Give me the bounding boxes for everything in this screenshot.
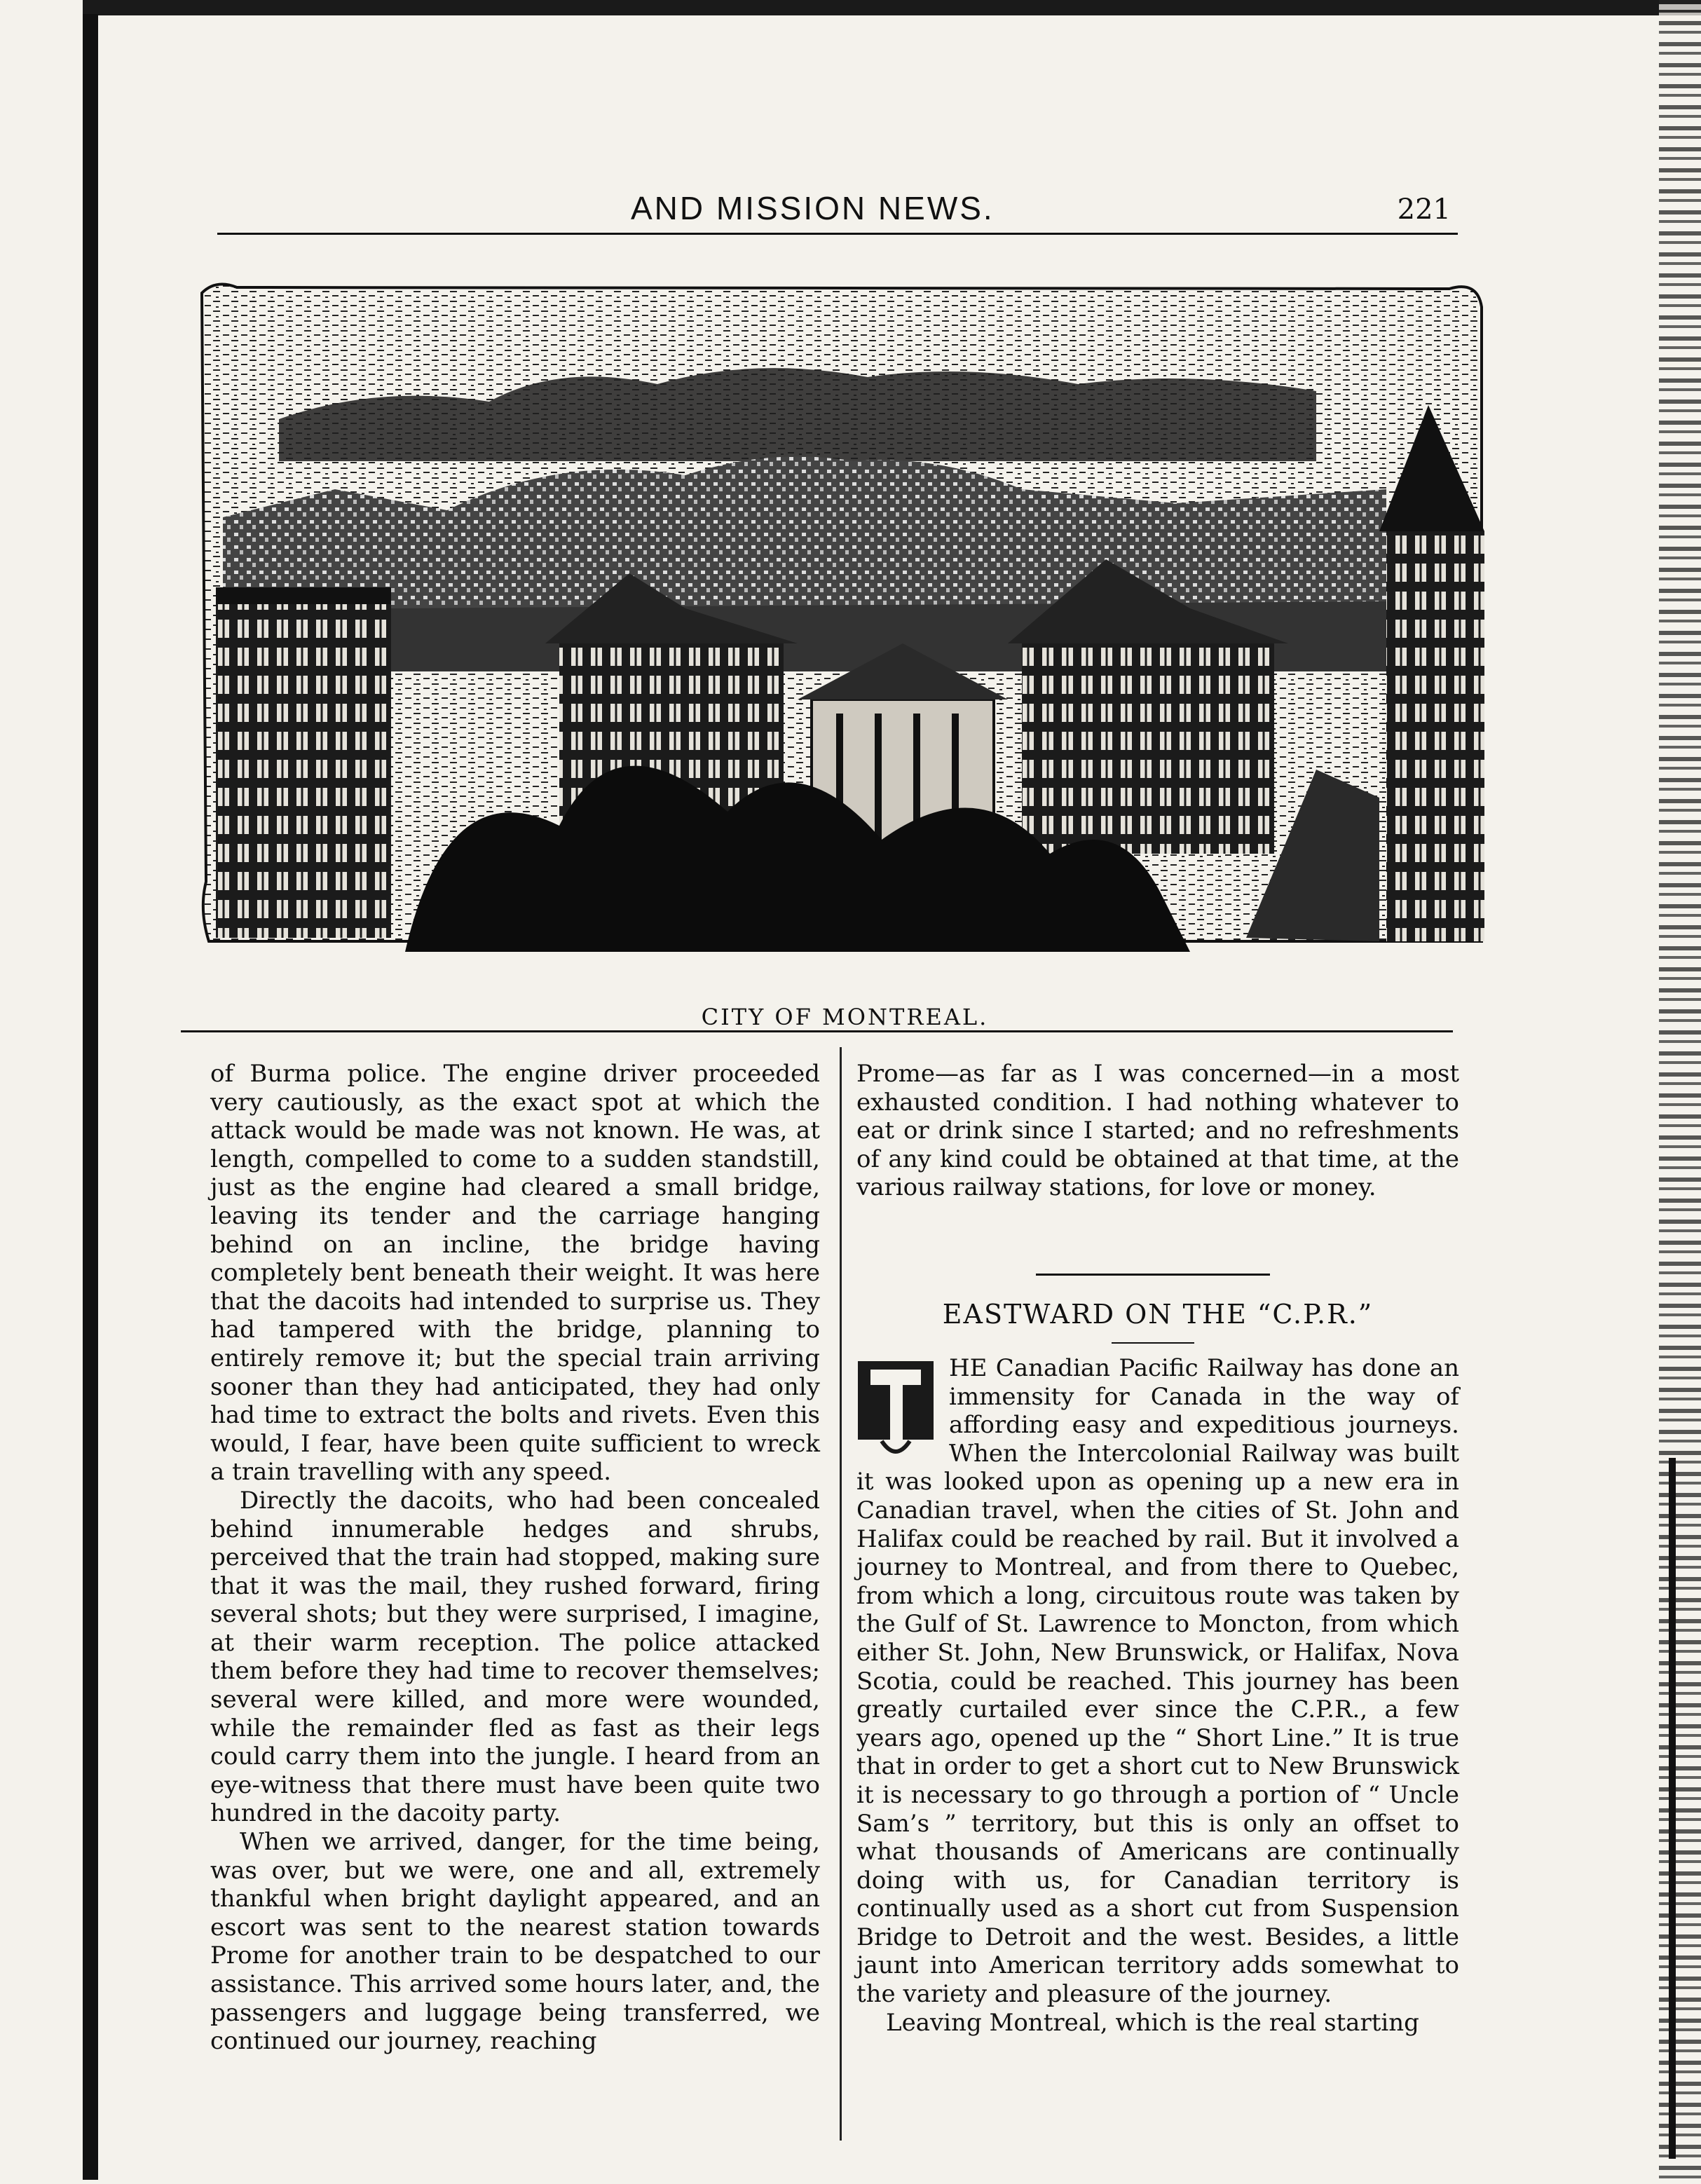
page-top-edge (83, 0, 1701, 15)
section-rule-bottom (1112, 1342, 1194, 1344)
caption-rule (181, 1030, 1453, 1032)
section-heading: EASTWARD ON THE “C.P.R.” (942, 1299, 1374, 1330)
right-column-top (856, 1060, 1459, 1202)
article-body (856, 1354, 1459, 2037)
paragraph: Leaving Montreal, which is the real starting (886, 2008, 1419, 2037)
paragraph: When we arrived, danger, for the time being, was over, but we were, one and all, extremely thankful when bright daylight appeared, and an escort was sent to the nearest station towards Prome for another train to be despatched to our assistance. This arrived some hours later, and, the passengers and luggage being transferred, we continued our journey, reaching (210, 1828, 820, 2056)
drop-cap (856, 1357, 939, 1468)
column-divider (840, 1047, 842, 2141)
illustration-caption: CITY OF MONTREAL. (701, 1004, 989, 1030)
city-engraving (195, 279, 1488, 952)
paragraph: HE Canadian Pacific Railway has done an immensity for Canada in the way of affording easy and expeditious journeys. When the Intercolonial Railway was built it was looked upon as opening up a new era in Canadian travel, when the cities of St. John and Halifax could be reached by rail. But it involved a journey to Montreal, and from there to Quebec, from which a long, circuitous route was taken by the Gulf of St. Lawrence to Moncton, from which either St. John, New Brunswick, or Halifax, Nova Scotia, could be reached. This journey has been greatly curtailed ever since the C.P.R., a few years ago, opened up the “ Short Line.” It is true that in order to get a short cut to New Brunswick it is necessary to go through a portion of “ Uncle Sam’s ” territory, but this is only an offset to what thousands of Americans are continually doing with us, for Canadian territory is continually used as a short cut from Suspension Bridge to Detroit and the west. Besides, a little jaunt into American territory adds somewhat to the variety and pleasure of the journey. (856, 1354, 1459, 2009)
scan-right-edge-mark (1669, 1458, 1676, 2159)
page-number: 221 (1397, 193, 1451, 226)
scan-right-edge (1659, 0, 1701, 2184)
running-header (217, 189, 1458, 235)
paragraph: of Burma police. The engine driver proceeded very cautiously, as the exact spot at which the attack would be made was not known. He was, at length, compelled to come to a sudden standstill, just as the engine had cleared a small bridge, leaving its tender and the carriage hanging behind on an incline, the bridge having completely bent beneath their weight. It was here that the dacoits had intended to surprise us. They had tampered with the bridge, planning to entirely remove it; but the special train arriving sooner than they had anticipated, they had only had time to extract the bolts and rivets. Even this would, I fear, have been quite sufficient to wreck a train travelling with any speed. (210, 1060, 820, 1487)
left-column (210, 1060, 820, 2056)
running-title: AND MISSION NEWS. (631, 190, 995, 226)
paragraph: Directly the dacoits, who had been concealed behind innumerable hedges and shrubs, perceived that the train had stopped, making sure that it was the mail, they rushed forward, firing several shots; but they were surprised, I imagine, at their warm reception. The police attacked them before they had time to recover themselves; several were killed, and more were wounded, while the remainder fled as fast as their legs could carry them into the jungle. I heard from an eye-witness that there must have been quite two hundred in the dacoity party. (210, 1486, 820, 1828)
section-rule-top (1036, 1274, 1270, 1276)
binding-edge (83, 14, 98, 2180)
paragraph: Prome—as far as I was concerned—in a most exhausted condition. I had nothing whatever to eat or drink since I started; and no refreshments of any kind could be obtained at that time, at the various railway stations, for love or money. (856, 1060, 1459, 1202)
